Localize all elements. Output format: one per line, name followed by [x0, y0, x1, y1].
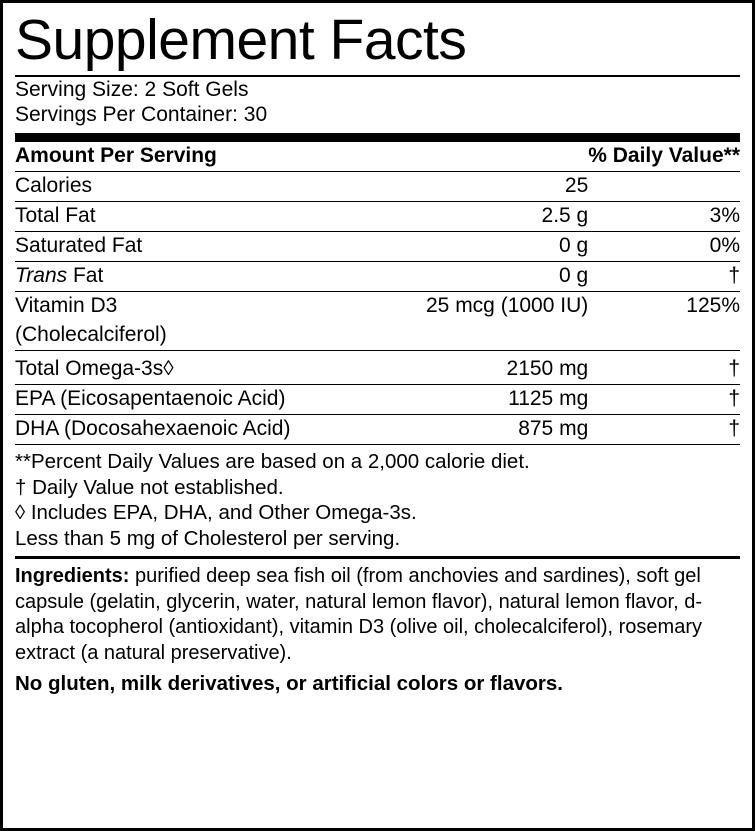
divider-above-table	[15, 133, 740, 142]
footnotes	[15, 445, 740, 556]
row-dv-total-omega-3s: †	[588, 351, 740, 385]
row-amount-total-omega-3s: 2150 mg	[376, 351, 588, 385]
trans-fat-word: Fat	[72, 264, 104, 287]
trans-italic: Trans	[15, 264, 68, 287]
footnote-dagger: † Daily Value not established.	[15, 475, 284, 499]
row-amount-calories: 25	[376, 172, 588, 202]
allergen-statement: No gluten, milk derivatives, or artificial colors or flavors.	[15, 672, 563, 695]
table-row	[15, 351, 740, 385]
row-dv-vitamin-d3: 125%	[686, 294, 740, 317]
row-amount-cholecalciferol	[376, 321, 588, 351]
nutrition-table	[15, 142, 740, 445]
page-title: Supplement Facts	[15, 8, 467, 72]
row-label-epa: EPA (Eicosapentaenoic Acid)	[15, 385, 376, 415]
serving-size: Serving Size: 2 Soft Gels	[15, 78, 249, 101]
row-amount-vitamin-d3: 25 mcg (1000 IU)	[426, 294, 589, 317]
ingredients-label: Ingredients:	[15, 565, 130, 587]
row-label-total-fat: Total Fat	[15, 202, 376, 232]
ingredients-block	[15, 559, 740, 666]
row-dv-calories	[588, 172, 740, 202]
row-dv-trans-fat: †	[588, 262, 740, 292]
table-row	[15, 321, 740, 351]
servings-per-container: Servings Per Container: 30	[15, 103, 268, 126]
row-label-dha: DHA (Docosahexaenoic Acid)	[15, 415, 376, 445]
daily-value-header: % Daily Value**	[588, 142, 740, 172]
row-amount-total-fat: 2.5 g	[376, 202, 588, 232]
table-row	[15, 292, 740, 322]
row-label-saturated-fat: Saturated Fat	[15, 232, 376, 262]
row-amount-trans-fat: 0 g	[376, 262, 588, 292]
row-label-cholecalciferol: (Cholecalciferol)	[15, 321, 376, 351]
amount-per-serving-header: Amount Per Serving	[15, 142, 376, 172]
row-dv-dha: †	[588, 415, 740, 445]
row-dv-saturated-fat: 0%	[588, 232, 740, 262]
row-dv-epa: †	[588, 385, 740, 415]
table-header-row	[15, 142, 740, 172]
row-label-trans-fat	[15, 262, 376, 292]
ingredients-text: purified deep sea fish oil (from anchovies and sardines), soft gel capsule (gelatin, glycerin, water, natural lemon flavor), natural lemon flavor, d-alpha tocopherol (antioxidant), vitamin D3 (olive oil, cholecalciferol), rosemary extract (a natural preservative).	[15, 565, 703, 664]
row-amount-saturated-fat: 0 g	[376, 232, 588, 262]
footnote-lozenge: ◊ Includes EPA, DHA, and Other Omega-3s.	[15, 501, 417, 524]
table-row	[15, 385, 740, 415]
row-amount-epa: 1125 mg	[376, 385, 588, 415]
row-dv-total-fat: 3%	[588, 202, 740, 232]
table-row	[15, 232, 740, 262]
footnote-cholesterol: Less than 5 mg of Cholesterol per serving.	[15, 526, 401, 550]
table-row	[15, 202, 740, 232]
table-row	[15, 172, 740, 202]
header-spacer	[376, 142, 588, 172]
footnote-percent-dv: **Percent Daily Values are based on a 2,000 calorie diet.	[15, 450, 530, 473]
row-label-calories: Calories	[15, 172, 376, 202]
row-dv-cholecalciferol	[588, 321, 740, 351]
table-row	[15, 415, 740, 445]
table-row	[15, 262, 740, 292]
row-label-total-omega-3s: Total Omega-3s◊	[15, 351, 376, 385]
row-label-vitamin-d3: Vitamin D3	[15, 294, 118, 317]
row-amount-dha: 875 mg	[376, 415, 588, 445]
